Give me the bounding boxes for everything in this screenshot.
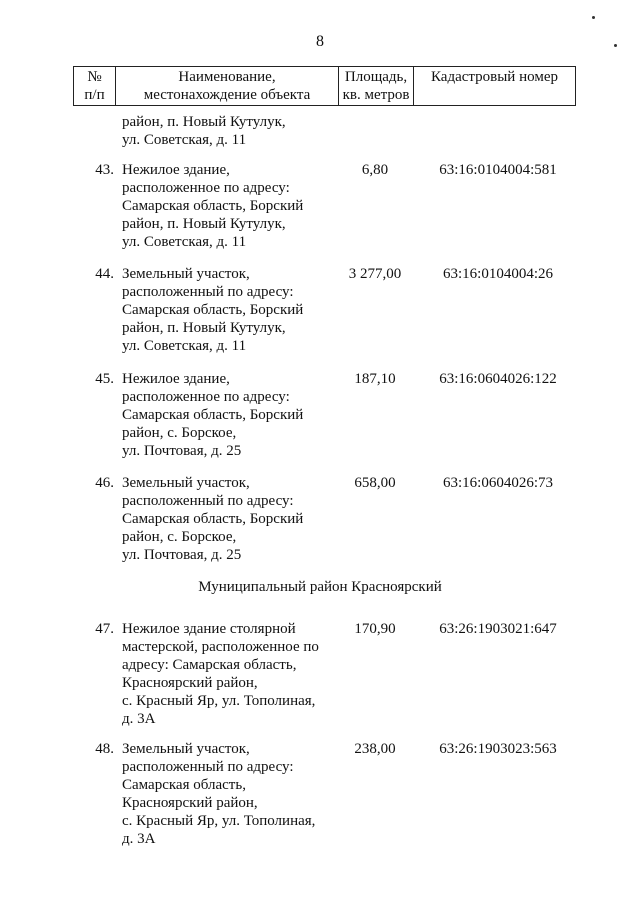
scan-speck [592,16,595,19]
row-number: 43. [95,162,114,178]
area-value: 3 277,00 [348,266,402,282]
area-value: 658,00 [354,475,396,491]
cadastral-number: 63:26:1903021:647 [439,621,557,637]
row-number: 48. [95,741,114,757]
cadastral-number: 63:26:1903023:563 [439,741,557,757]
cadastral-number: 63:16:0104004:581 [439,162,557,178]
area-value: 187,10 [354,371,396,387]
object-description: Нежилое здание столярной мастерской, расположенное по адресу: Самарская область, Красноярский район, с. Красный Яр, ул. Тополиная, д. 3А [122,621,319,727]
scan-speck [614,44,617,47]
object-description: Земельный участок, расположенный по адресу: Самарская область, Борский район, п. Новый Кутулук, ул. Советская, д. 11 [122,266,304,354]
object-description: Нежилое здание, расположенное по адресу: Самарская область, Борский район, с. Борское, ул. Почтовая, д. 25 [122,371,304,459]
cadastral-number: 63:16:0604026:73 [442,475,553,491]
area-value: 238,00 [354,741,396,757]
area-value: 6,80 [361,162,389,178]
header-cadastral: Кадастровый номер [414,67,576,106]
object-description: Земельный участок, расположенный по адресу: Самарская область, Борский район, с. Борское, ул. Почтовая, д. 25 [122,475,304,563]
header-number: № п/п [74,67,116,106]
table-header [73,66,576,106]
object-description: Земельный участок, расположенный по адресу: Самарская область, Красноярский район, с. Красный Яр, ул. Тополиная, д. 3А [122,741,316,847]
area-value: 170,90 [354,621,396,637]
continuation-text: район, п. Новый Кутулук, ул. Советская, д. 11 [122,114,286,148]
section-title: Муниципальный район Красноярский [198,579,442,595]
page-number: 8 [316,33,324,50]
row-number: 45. [95,371,114,387]
row-number: 44. [95,266,114,282]
row-number: 47. [95,621,114,637]
cadastral-number: 63:16:0104004:26 [442,266,553,282]
header-area: Площадь, кв. метров [339,67,414,106]
header-name: Наименование, местонахождение объекта [116,67,339,106]
row-number: 46. [95,475,114,491]
cadastral-number: 63:16:0604026:122 [439,371,557,387]
object-description: Нежилое здание, расположенное по адресу: Самарская область, Борский район, п. Новый Кутулук, ул. Советская, д. 11 [122,162,304,250]
